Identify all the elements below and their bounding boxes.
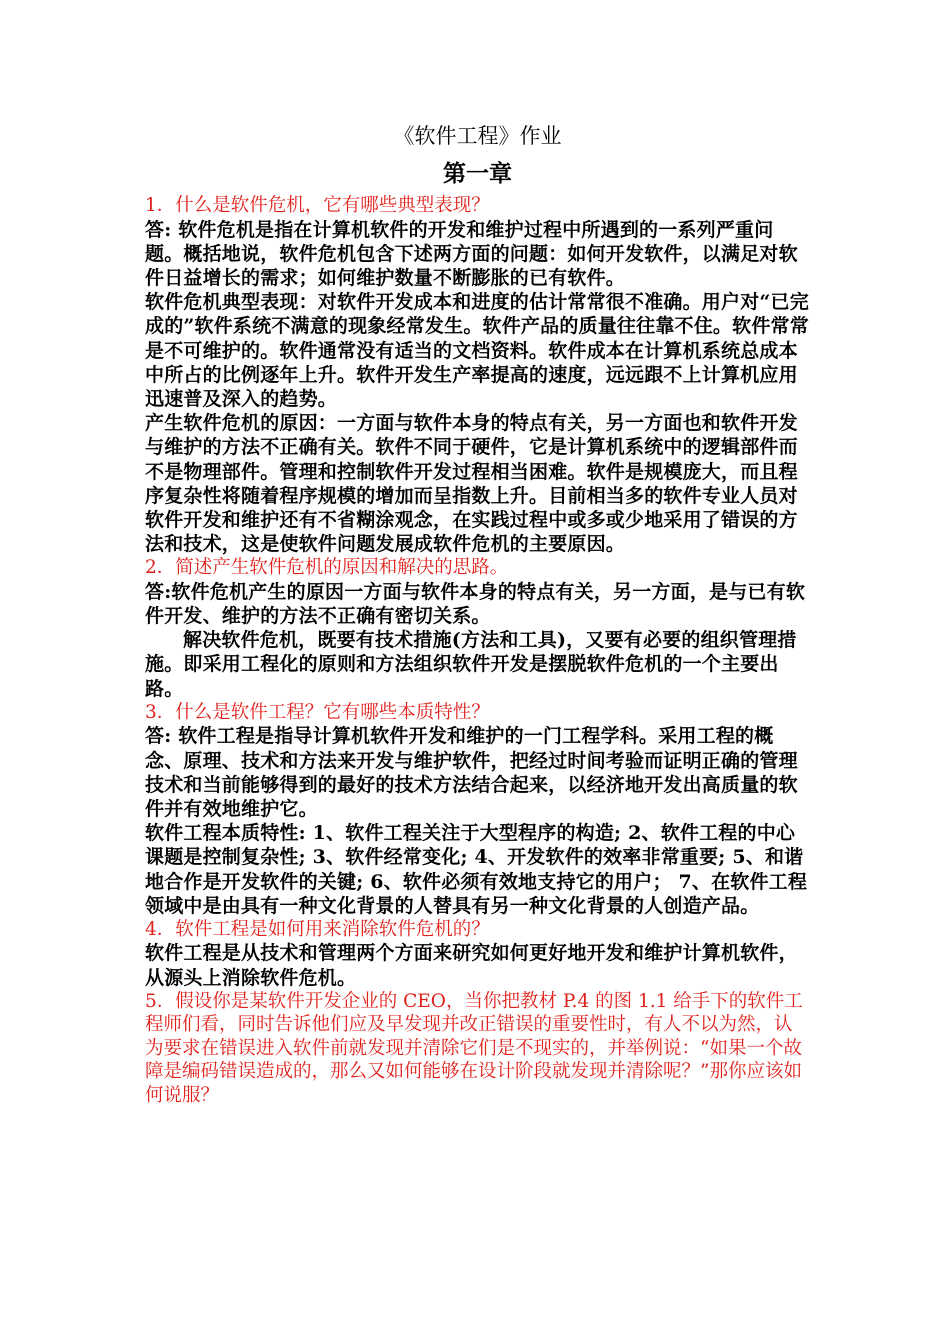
answer-1-paragraph-3: 产生软件危机的原因：一方面与软件本身的特点有关，另一方面也和软件开发与维护的方法不正确有关。软件不同于硬件，它是计算机系统中的逻辑部件而不是物理部件。管理和控制软件开发过程相当困难。软件是规模庞大，而且程序复杂性将随着程序规模的增加而呈指数上升。目前相当多的软件专业人员对软件开发和维护还有不省糊涂观念，在实践过程中或多或少地采用了错误的方法和技术，这是使软件问题发展成软件危机的主要原因。 [145, 412, 798, 556]
answer-1-paragraph-2: 软件危机典型表现：对软件开发成本和进度的估计常常很不准确。用户对“已完成的”软件系统不满意的现象经常发生。软件产品的质量往往靠不住。软件常常是不可维护的。软件通常没有适当的文档资料。软件成本在计算机系统总成本中所占的比例逐年上升。软件开发生产率提高的速度，远远跟不上计算机应用迅速普及深入的趋势。 [145, 291, 809, 410]
document-title: 《软件工程》作业 [393, 124, 562, 148]
question-3: 3．什么是软件工程？它有哪些本质特性？ [145, 701, 490, 723]
answer-1-paragraph-1: 答: 软件危机是指在计算机软件的开发和维护过程中所遇到的一系列严重问题。概括地说，软件危机包含下述两方面的问题：如何开发软件，以满足对软件日益增长的需求；如何维护数量不断膨胀的已有软件。 [145, 218, 798, 289]
chapter-title: 第一章 [443, 160, 512, 187]
answer-2-paragraph-1: 答:软件危机产生的原因一方面与软件本身的特点有关，另一方面，是与已有软件开发、维护的方法不正确有密切关系。 [145, 580, 806, 628]
document-page [145, 118, 810, 1107]
question-2: 2．简述产生软件危机的原因和解决的思路。 [145, 557, 509, 579]
answer-3-paragraph-1: 答: 软件工程是指导计算机软件开发和维护的一门工程学科。采用工程的概念、原理、技术和方法来开发与维护软件，把经过时间考验而证明正确的管理技术和当前能够得到的最好的技术方法结合起来，以经济地开发出高质量的软件并有效地维护它。 [145, 725, 798, 820]
answer-2-paragraph-2: 解决软件危机，既要有技术措施(方法和工具)，又要有必要的组织管理措施。即采用工程化的原则和方法组织软件开发是摆脱软件危机的一个主要出路。 [145, 629, 797, 700]
answer-4-paragraph-1: 软件工程是从技术和管理两个方面来研究如何更好地开发和维护计算机软件，从源头上消除软件危机。 [145, 942, 798, 989]
question-4: 4．软件工程是如何用来消除软件危机的？ [145, 918, 490, 940]
answer-3-paragraph-2: 软件工程本质特性: 1、软件工程关注于大型程序的构造; 2、软件工程的中心课题是控制复杂性; 3、软件经常变化; 4、开发软件的效率非常重要; 5、和谐地合作是开发软件的关键; 6、软件必须有效地支持它的用户； 7、在软件工程领域中是由具有一种文化背景的人替具有另一种文化背景的人创造产品。 [145, 822, 808, 917]
question-5: 5．假设你是某软件开发企业的 CEO，当你把教材 P.4 的图 1.1 给手下的软件工程师们看，同时告诉他们应及早发现并改正错误的重要性时，有人不以为然，认为要求在错误进入软件前就发现并清除它们是不现实的，并举例说：“如果一个故障是编码错误造成的，那么又如何能够在设计阶段就发现并清除呢？”那你应该如何说服？ [145, 990, 803, 1106]
question-1: 1．什么是软件危机，它有哪些典型表现？ [145, 195, 490, 216]
